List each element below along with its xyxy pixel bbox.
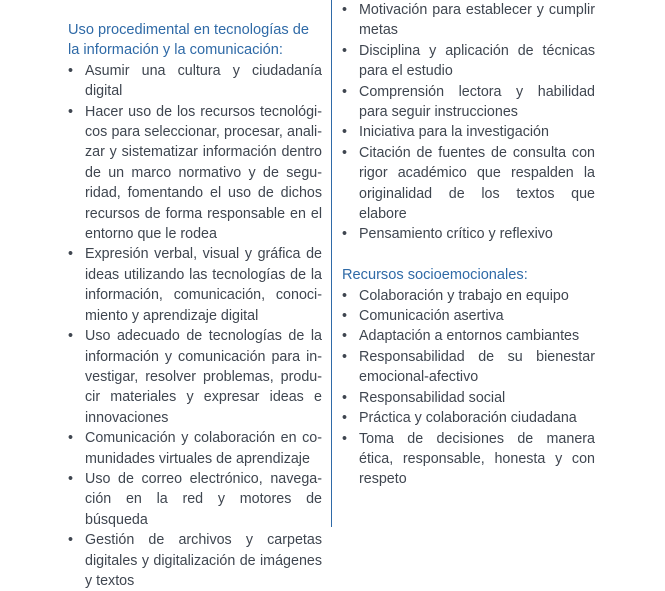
bullet-icon: • (68, 470, 74, 487)
list-item (342, 347, 595, 388)
bullet-icon: • (342, 42, 348, 59)
bullet-icon: • (342, 287, 348, 304)
list-item-text: Uso adecuado de tecnologías de la información y comunicación para investigar, resolver problemas, producir materiales y expresar ideas e innovaciones (85, 328, 322, 426)
list-item-text: Uso de correo electrónico, navegación en la red y motores de búsqueda (85, 470, 322, 528)
list-item (342, 0, 595, 41)
list-item (68, 530, 322, 591)
list-item (342, 388, 595, 408)
bullet-icon: • (68, 532, 74, 549)
list-item (342, 41, 595, 82)
bullet-icon: • (342, 124, 348, 141)
list-item-text: Motivación para establecer y cumplir metas (359, 2, 595, 39)
bullet-icon: • (68, 103, 74, 120)
list-item-text: Toma de decisiones de manera ética, responsable, honesta y con respeto (359, 430, 595, 488)
list-item (342, 143, 595, 225)
bullet-icon: • (342, 328, 348, 345)
list-item-text: Hacer uso de los recursos tecnológicos para seleccionar, procesar, analizar y sistematizar información dentro de un marco normativo y de seguridad, fomentando el uso de dichos recursos de forma responsable en el entorno que le rodea (85, 103, 322, 243)
bullet-icon: • (68, 62, 74, 79)
list-item-text: Comunicación y colaboración en comunidades virtuales de aprendizaje (85, 430, 322, 467)
list-item-text: Gestión de archivos y carpetas digitales y digitalización de imágenes y textos (85, 532, 322, 589)
list-item (342, 326, 595, 346)
bullet-icon: • (342, 430, 348, 447)
bullet-icon: • (68, 246, 74, 263)
list-item (342, 306, 595, 326)
list-item (342, 82, 595, 123)
list-item (68, 469, 322, 530)
list-item-text: Asumir una cultura y ciudadanía digital (85, 62, 322, 100)
list-item (68, 102, 322, 245)
list-item-text: Comunicación asertiva (359, 308, 504, 325)
section-heading-socioemocionales: Recursos socioemocionales: (342, 267, 528, 284)
list-item (342, 408, 595, 428)
list-item-text: Práctica y colaboración ciudadana (359, 410, 577, 427)
bullet-icon: • (68, 430, 74, 447)
list-item (342, 122, 595, 142)
list-item (68, 428, 322, 469)
list-item (342, 286, 595, 306)
section-heading-tic: Uso procedimental en tecnologías de la información y la comunicación: (68, 22, 309, 59)
bullet-icon: • (342, 144, 348, 161)
section-spacer (342, 245, 595, 265)
list-item-text: Disciplina y aplicación de técnicas para el estudio (359, 42, 595, 80)
list-item (68, 326, 322, 428)
bullet-icon: • (342, 2, 348, 18)
bullet-icon: • (342, 410, 348, 427)
bullet-icon: • (342, 389, 348, 406)
list-item-text: Comprensión lectora y habilidad para seguir instrucciones (359, 83, 595, 121)
list-item-text: Responsabilidad de su bienestar emocional-afectivo (359, 348, 595, 386)
right-column (342, 0, 595, 490)
list-item-text: Citación de fuentes de consulta con rigor académico que respalden la originalidad de los textos que elabore (359, 144, 595, 223)
tic-list (68, 61, 322, 591)
list-item-text: Colaboración y trabajo en equipo (359, 287, 569, 304)
list-item (342, 224, 595, 244)
list-item-text: Adaptación a entornos cambiantes (359, 328, 580, 345)
list-item-text: Expresión verbal, visual y gráfica de ideas utilizando las tecnologías de la información, comunicación, conocimiento y aprendizaje digital (85, 246, 322, 324)
bullet-icon: • (342, 226, 348, 243)
socioemotional-list (342, 286, 595, 490)
list-item (342, 429, 595, 490)
list-item (68, 244, 322, 326)
list-item-text: Responsabilidad social (359, 389, 506, 406)
bullet-icon: • (68, 328, 74, 345)
academic-skills-list (342, 0, 595, 245)
bullet-icon: • (342, 308, 348, 325)
bullet-icon: • (342, 348, 348, 365)
list-item-text: Pensamiento crítico y reflexivo (359, 226, 553, 243)
list-item-text: Iniciativa para la investigación (359, 124, 549, 141)
column-divider (331, 0, 332, 527)
bullet-icon: • (342, 83, 348, 100)
list-item (68, 61, 322, 102)
left-column (68, 20, 322, 591)
